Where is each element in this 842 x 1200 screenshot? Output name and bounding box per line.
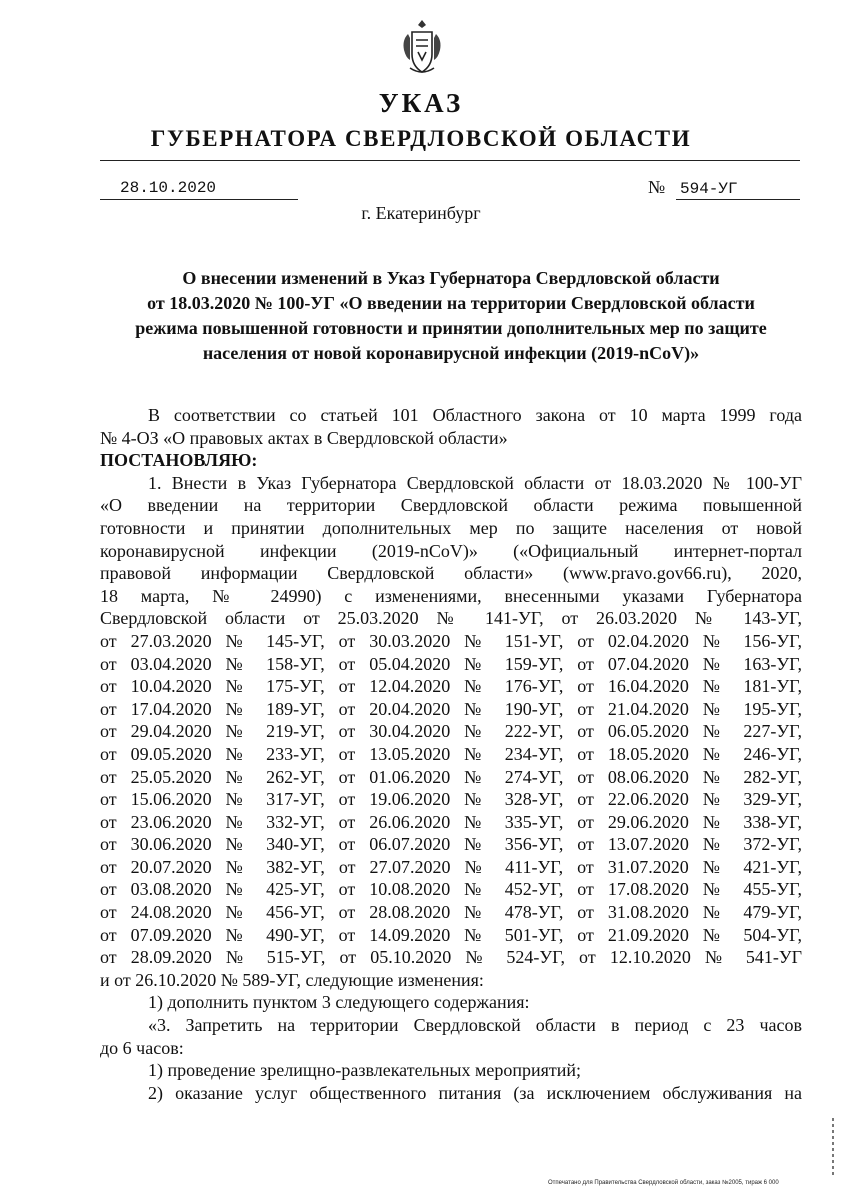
header-divider [100,160,800,161]
preamble-line: В соответствии со статьей 101 Областного закона от 10 марта 1999 года [148,405,802,425]
paragraph3-line: «3. Запретить на территории Свердловской области в период с 23 часов [148,1015,802,1036]
item1-line: от 28.09.2020 № 515-УГ, от 05.10.2020 № 524-УГ, от 12.10.2020 № 541-УГ [100,947,802,968]
item1-line: от 24.08.2020 № 456-УГ, от 28.08.2020 № 478-УГ, от 31.08.2020 № 479-УГ, [100,902,802,923]
number-sign: № [648,177,666,197]
coat-of-arms-icon [400,18,444,78]
item1-line: готовности и принятии дополнительных мер по защите населения от новой [100,517,802,538]
item1-line: от 27.03.2020 № 145-УГ, от 30.03.2020 № 151-УГ, от 02.04.2020 № 156-УГ, [100,630,802,651]
document-title [100,266,802,366]
page-edge-mark [832,1118,834,1178]
document-type: УКАЗ [378,88,464,118]
item1-line: от 17.04.2020 № 189-УГ, от 20.04.2020 № 190-УГ, от 21.04.2020 № 195-УГ, [100,698,802,719]
item1-line: от 23.06.2020 № 332-УГ, от 26.06.2020 № 335-УГ, от 29.06.2020 № 338-УГ, [100,811,802,832]
item1-line: от 15.06.2020 № 317-УГ, от 19.06.2020 № 328-УГ, от 22.06.2020 № 329-УГ, [100,789,802,810]
item1-line: Свердловской области от 25.03.2020 № 141-УГ, от 26.03.2020 № 143-УГ, [100,608,802,629]
item1-line: 1. Внести в Указ Губернатора Свердловской области от 18.03.2020 № 100-УГ [148,472,802,493]
item1-line: от 29.04.2020 № 219-УГ, от 30.04.2020 № 222-УГ, от 06.05.2020 № 227-УГ, [100,721,802,742]
issuing-authority: ГУБЕРНАТОРА СВЕРДЛОВСКОЙ ОБЛАСТИ [150,126,692,151]
paragraph3-line: до 6 часов: [100,1037,184,1058]
item1-line: коронавирусной инфекции (2019-nCoV)» («Официальный интернет-портал [100,540,802,561]
document-body [100,404,802,1104]
print-note: Отпечатано для Правительства Свердловской области, заказ №2005, тираж 6 000 [548,1180,779,1186]
title-line: населения от новой коронавирусной инфекции (2019-nCoV)» [202,343,700,363]
city: г. Екатеринбург [361,203,481,223]
document-date: 28.10.2020 [100,178,298,200]
subitem-line: 1) дополнить пунктом 3 следующего содержания: [148,992,530,1013]
title-line: режима повышенной готовности и принятии дополнительных мер по защите [135,318,767,338]
number-value: 594-УГ [676,179,800,200]
item1-line: от 10.04.2020 № 175-УГ, от 12.04.2020 № 176-УГ, от 16.04.2020 № 181-УГ, [100,676,802,697]
item1-line: от 30.06.2020 № 340-УГ, от 06.07.2020 № 356-УГ, от 13.07.2020 № 372-УГ, [100,834,802,855]
item1-line: 18 марта, № 24990) с изменениями, внесенными указами Губернатора [100,585,802,606]
document-number [648,176,800,198]
preamble-line: № 4-ОЗ «О правовых актах в Свердловской области» [100,427,508,448]
title-line: от 18.03.2020 № 100-УГ «О введении на территории Свердловской области [147,293,755,313]
item1-line: от 03.08.2020 № 425-УГ, от 10.08.2020 № 452-УГ, от 17.08.2020 № 455-УГ, [100,879,802,900]
item1-line: правовой информации Свердловской области» (www.pravo.gov66.ru), 2020, [100,563,802,584]
item1-line: от 20.07.2020 № 382-УГ, от 27.07.2020 № 411-УГ, от 31.07.2020 № 421-УГ, [100,856,802,877]
item1-line: от 03.04.2020 № 158-УГ, от 05.04.2020 № 159-УГ, от 07.04.2020 № 163-УГ, [100,653,802,674]
paragraph3-item: 2) оказание услуг общественного питания (за исключением обслуживания на [148,1082,802,1103]
item1-line: «О введении на территории Свердловской области режима повышенной [100,495,802,516]
title-line: О внесении изменений в Указ Губернатора Свердловской области [182,268,720,288]
item1-line: от 09.05.2020 № 233-УГ, от 13.05.2020 № 234-УГ, от 18.05.2020 № 246-УГ, [100,743,802,764]
item1-line: и от 26.10.2020 № 589-УГ, следующие изменения: [100,969,484,990]
item1-line: от 25.05.2020 № 262-УГ, от 01.06.2020 № 274-УГ, от 08.06.2020 № 282-УГ, [100,766,802,787]
paragraph3-item: 1) проведение зрелищно-развлекательных мероприятий; [148,1060,582,1081]
decree-word: ПОСТАНОВЛЯЮ: [100,450,258,471]
item1-line: от 07.09.2020 № 490-УГ, от 14.09.2020 № 501-УГ, от 21.09.2020 № 504-УГ, [100,924,802,945]
